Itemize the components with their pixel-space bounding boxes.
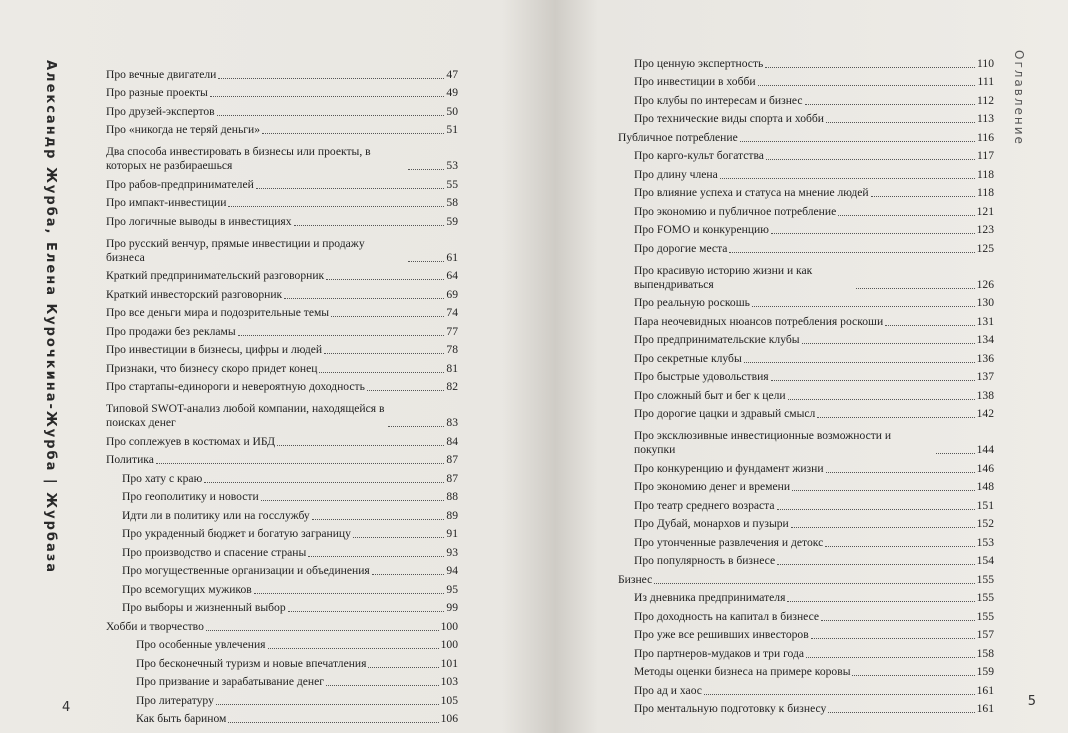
toc-entry[interactable]: Про Дубай, монархов и пузыри 152	[634, 517, 994, 531]
toc-entry[interactable]: Про друзей-экспертов 50	[106, 104, 458, 118]
toc-entry[interactable]: Краткий предпринимательский разговорник 64	[106, 269, 458, 283]
toc-entry[interactable]: Про ад и хаос 161	[634, 683, 994, 697]
running-head-authors: Александр Журба, Елена Курочкина-Журба | Журбаза	[43, 60, 58, 575]
page-number-left: 4	[62, 700, 71, 715]
toc-entry[interactable]: Про уже все решивших инвесторов 157	[634, 628, 994, 642]
toc-right-page	[618, 52, 994, 716]
toc-entry[interactable]: Про рабов-предпринимателей 55	[106, 177, 458, 191]
toc-entry[interactable]: Про логичные выводы в инвестициях 59	[106, 214, 458, 228]
toc-entry[interactable]: Про ментальную подготовку к бизнесу 161	[634, 702, 994, 716]
toc-left-page	[106, 63, 458, 726]
toc-entry[interactable]: Про бесконечный туризм и новые впечатления 101	[136, 656, 458, 670]
toc-entry[interactable]: Про сложный быт и бег к цели 138	[634, 388, 994, 402]
toc-entry[interactable]: Про всемогущих мужиков 95	[122, 582, 458, 596]
toc-entry[interactable]: Про особенные увлечения 100	[136, 638, 458, 652]
toc-entry[interactable]: Про могущественные организации и объединения 94	[122, 564, 458, 578]
toc-entry[interactable]: Про русский венчур, прямые инвестиции и продажу бизнеса 61	[106, 236, 458, 264]
toc-entry[interactable]: Про конкуренцию и фундамент жизни 146	[634, 461, 994, 475]
toc-entry[interactable]: Про вечные двигатели 47	[106, 67, 458, 81]
toc-section[interactable]: Бизнес 155	[618, 572, 994, 586]
toc-entry[interactable]: Про призвание и зарабатывание денег 103	[136, 675, 458, 689]
toc-section[interactable]: Публичное потребление 116	[618, 130, 994, 144]
toc-entry[interactable]: Про дорогие цацки и здравый смысл 142	[634, 407, 994, 421]
running-head-title: Оглавление	[1012, 50, 1026, 146]
toc-entry[interactable]: Про выборы и жизненный выбор 99	[122, 601, 458, 615]
toc-entry[interactable]: Про стартапы-единороги и невероятную доходность 82	[106, 380, 458, 394]
toc-entry[interactable]: Идти ли в политику или на госслужбу 89	[122, 508, 458, 522]
toc-entry[interactable]: Про клубы по интересам и бизнес 112	[634, 93, 994, 107]
page-number-right: 5	[1027, 694, 1036, 709]
toc-entry[interactable]: Про технические виды спорта и хобби 113	[634, 112, 994, 126]
toc-entry[interactable]: Про производство и спасение страны 93	[122, 545, 458, 559]
toc-entry[interactable]: Про экономию денег и времени 148	[634, 480, 994, 494]
toc-entry[interactable]: Признаки, что бизнесу скоро придет конец 81	[106, 361, 458, 375]
toc-entry[interactable]: Про геополитику и новости 88	[122, 490, 458, 504]
toc-entry[interactable]: Про «никогда не теряй деньги» 51	[106, 123, 458, 137]
toc-entry[interactable]: Методы оценки бизнеса на примере коровы 159	[634, 665, 994, 679]
toc-entry[interactable]: Про дорогие места 125	[634, 241, 994, 255]
toc-entry[interactable]: Пара неочевидных нюансов потребления роскоши 131	[634, 314, 994, 328]
toc-entry[interactable]: Про разные проекты 49	[106, 86, 458, 100]
toc-entry[interactable]: Про партнеров-мудаков и три года 158	[634, 646, 994, 660]
toc-entry[interactable]: Про влияние успеха и статуса на мнение людей 118	[634, 186, 994, 200]
toc-entry[interactable]: Про ценную экспертность 110	[634, 56, 994, 70]
toc-entry[interactable]: Про экономию и публичное потребление 121	[634, 204, 994, 218]
toc-entry[interactable]: Про все деньги мира и подозрительные темы 74	[106, 306, 458, 320]
toc-entry[interactable]: Про продажи без рекламы 77	[106, 324, 458, 338]
toc-entry[interactable]: Про реальную роскошь 130	[634, 296, 994, 310]
toc-entry[interactable]: Про красивую историю жизни и как выпендриваться 126	[634, 263, 994, 291]
toc-entry[interactable]: Про длину члена 118	[634, 167, 994, 181]
toc-entry[interactable]: Краткий инвесторский разговорник 69	[106, 287, 458, 301]
toc-entry[interactable]: Типовой SWOT-анализ любой компании, находящейся в поисках денег 83	[106, 402, 458, 430]
toc-entry[interactable]: Про FOMO и конкуренцию 123	[634, 223, 994, 237]
toc-entry[interactable]: Из дневника предпринимателя 155	[634, 591, 994, 605]
toc-entry[interactable]: Про инвестиции в бизнесы, цифры и людей 78	[106, 343, 458, 357]
toc-entry[interactable]: Про быстрые удовольствия 137	[634, 370, 994, 384]
toc-entry[interactable]: Как быть барином 106	[136, 712, 458, 726]
toc-entry[interactable]: Про предпринимательские клубы 134	[634, 333, 994, 347]
toc-section[interactable]: Хобби и творчество 100	[106, 619, 458, 633]
toc-entry[interactable]: Про украденный бюджет и богатую заграницу 91	[122, 527, 458, 541]
toc-entry[interactable]: Про хату с краю 87	[122, 471, 458, 485]
toc-entry[interactable]: Про импакт-инвестиции 58	[106, 196, 458, 210]
toc-entry[interactable]: Про эксклюзивные инвестиционные возможности и покупки 144	[634, 429, 994, 457]
toc-entry[interactable]: Про инвестиции в хобби 111	[634, 75, 994, 89]
toc-entry[interactable]: Про карго-культ богатства 117	[634, 149, 994, 163]
toc-entry[interactable]: Про доходность на капитал в бизнесе 155	[634, 609, 994, 623]
toc-entry[interactable]: Про соплежуев в костюмах и ИБД 84	[106, 434, 458, 448]
toc-entry[interactable]: Про популярность в бизнесе 154	[634, 554, 994, 568]
toc-entry[interactable]: Про секретные клубы 136	[634, 351, 994, 365]
toc-entry[interactable]: Два способа инвестировать в бизнесы или проекты, в которых не разбираешься 53	[106, 145, 458, 173]
toc-entry[interactable]: Про утонченные развлечения и детокс 153	[634, 535, 994, 549]
toc-entry[interactable]: Про театр среднего возраста 151	[634, 498, 994, 512]
toc-entry[interactable]: Про литературу 105	[136, 693, 458, 707]
toc-section[interactable]: Политика 87	[106, 453, 458, 467]
